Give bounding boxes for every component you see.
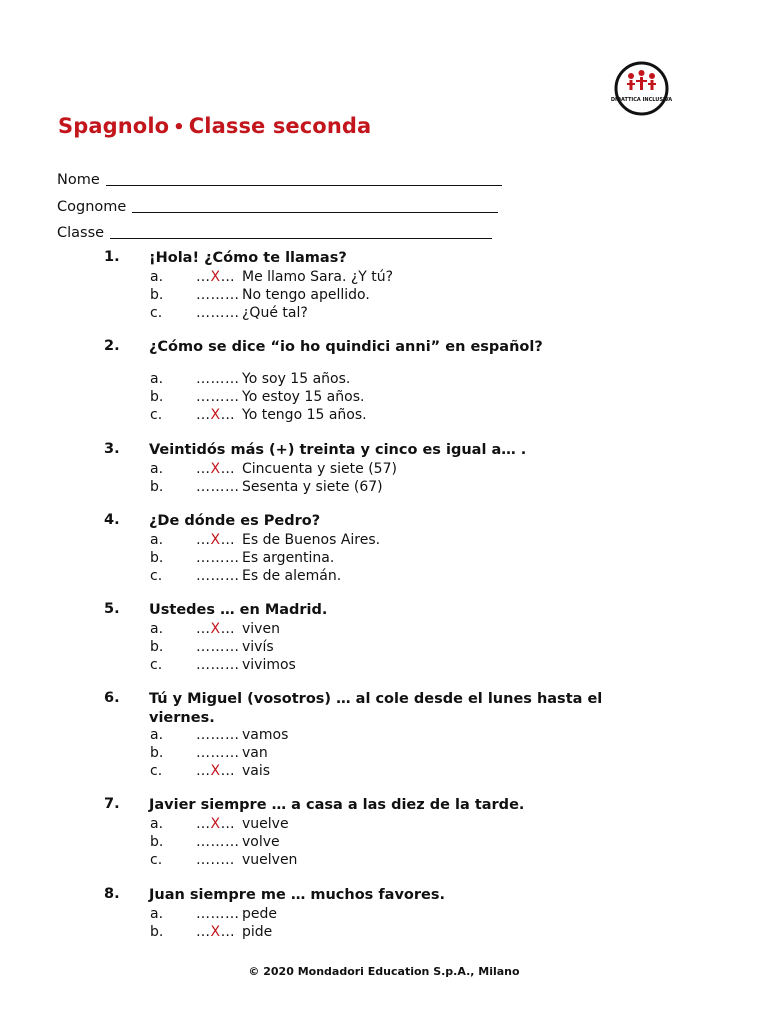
answer-blank[interactable]: ………	[196, 745, 240, 761]
answer-mark[interactable]: …X…	[196, 621, 236, 637]
option-c[interactable]	[0, 407, 768, 425]
cognome-line[interactable]	[132, 198, 498, 213]
option-a[interactable]	[0, 906, 768, 924]
option-letter: c.	[150, 852, 163, 868]
class-label: Classe seconda	[188, 114, 372, 138]
nome-label: Nome	[57, 172, 100, 188]
answer-blank[interactable]: ………	[196, 657, 240, 673]
option-letter: c.	[150, 763, 163, 779]
option-letter: c.	[150, 657, 163, 673]
option-text: Es argentina.	[242, 550, 335, 566]
answer-x-mark: X	[210, 532, 221, 548]
option-letter: c.	[150, 305, 163, 321]
answer-blank[interactable]: ………	[196, 371, 240, 387]
answer-blank[interactable]: ………	[196, 479, 240, 495]
question-text: Ustedes … en Madrid.	[149, 602, 328, 618]
subject-label: Spagnolo	[58, 114, 170, 138]
answer-mark[interactable]: …X…	[196, 816, 236, 832]
option-text: Yo soy 15 años.	[242, 371, 351, 387]
question-2	[0, 338, 768, 425]
option-letter: a.	[150, 532, 164, 548]
option-letter: a.	[150, 727, 164, 743]
option-a[interactable]	[0, 461, 768, 479]
copyright-footer: © 2020 Mondadori Education S.p.A., Milano	[248, 965, 520, 978]
question-4	[0, 512, 768, 586]
option-letter: c.	[150, 407, 163, 423]
option-a[interactable]	[0, 269, 768, 287]
answer-x-mark: X	[210, 269, 221, 285]
option-text: Sesenta y siete (67)	[242, 479, 383, 495]
option-text: viven	[242, 621, 280, 637]
option-c[interactable]	[0, 568, 768, 586]
answer-x-mark: X	[210, 407, 221, 423]
question-text: ¿Cómo se dice “io ho quindici anni” en español?	[149, 339, 543, 355]
answer-blank[interactable]: ………	[196, 727, 240, 743]
didattica-inclusiva-logo	[610, 61, 673, 116]
question-text: ¡Hola! ¿Cómo te llamas?	[149, 250, 347, 266]
answer-blank[interactable]: ………	[196, 305, 240, 321]
question-text: Veintidós más (+) treinta y cinco es igual a… .	[149, 442, 527, 458]
option-b[interactable]	[0, 389, 768, 407]
answer-mark[interactable]: …X…	[196, 924, 236, 940]
option-b[interactable]	[0, 745, 768, 763]
option-text: van	[242, 745, 268, 761]
option-text: vais	[242, 763, 271, 779]
option-letter: a.	[150, 461, 164, 477]
answer-mark[interactable]: …X…	[196, 269, 236, 285]
classe-label: Classe	[57, 225, 105, 241]
option-text: pede	[242, 906, 277, 922]
cognome-field[interactable]	[57, 196, 498, 215]
option-text: vuelven	[242, 852, 298, 868]
question-7	[0, 796, 768, 870]
option-text: Yo estoy 15 años.	[242, 389, 365, 405]
answer-x-mark: X	[210, 763, 221, 779]
option-text: vivimos	[242, 657, 296, 673]
question-5	[0, 601, 768, 675]
option-c[interactable]	[0, 305, 768, 323]
option-letter: a.	[150, 269, 164, 285]
title-separator: •	[173, 117, 185, 138]
question-text: Javier siempre … a casa a las diez de la tarde.	[149, 797, 525, 813]
option-text: pide	[242, 924, 273, 940]
question-1	[0, 249, 768, 323]
option-b[interactable]	[0, 639, 768, 657]
option-letter: b.	[150, 550, 164, 566]
option-a[interactable]	[0, 371, 768, 389]
answer-x-mark: X	[210, 621, 221, 637]
option-text: volve	[242, 834, 280, 850]
answer-blank[interactable]: …..…	[196, 852, 235, 868]
option-text: ¿Qué tal?	[242, 305, 308, 321]
answer-blank[interactable]: ………	[196, 389, 240, 405]
option-letter: b.	[150, 745, 164, 761]
question-6	[0, 690, 768, 781]
option-b[interactable]	[0, 834, 768, 852]
answer-blank[interactable]: ………	[196, 834, 240, 850]
question-number: 2.	[104, 338, 120, 354]
option-letter: b.	[150, 924, 164, 940]
option-b[interactable]	[0, 479, 768, 497]
question-number: 5.	[104, 601, 120, 617]
option-text: No tengo apellido.	[242, 287, 370, 303]
page-title	[58, 114, 371, 138]
option-letter: b.	[150, 479, 164, 495]
option-letter: c.	[150, 568, 163, 584]
option-text: vivís	[242, 639, 274, 655]
question-text: Juan siempre me … muchos favores.	[149, 887, 445, 903]
classe-line[interactable]	[110, 224, 492, 239]
question-8	[0, 886, 768, 942]
option-b[interactable]	[0, 550, 768, 568]
question-number: 8.	[104, 886, 120, 902]
option-letter: b.	[150, 389, 164, 405]
question-number: 3.	[104, 441, 120, 457]
option-c[interactable]	[0, 852, 768, 870]
answer-mark[interactable]: …X…	[196, 532, 236, 548]
option-c[interactable]	[0, 763, 768, 781]
answer-blank[interactable]: ………	[196, 550, 240, 566]
option-letter: b.	[150, 287, 164, 303]
answer-blank[interactable]: ………	[196, 906, 240, 922]
nome-field[interactable]	[57, 169, 502, 188]
option-text: Es de Buenos Aires.	[242, 532, 381, 548]
question-text: ¿De dónde es Pedro?	[149, 513, 321, 529]
option-a[interactable]	[0, 816, 768, 834]
option-text: Es de alemán.	[242, 568, 342, 584]
nome-line[interactable]	[106, 171, 502, 186]
question-number: 6.	[104, 690, 120, 706]
classe-field[interactable]	[57, 222, 492, 241]
option-letter: b.	[150, 834, 164, 850]
answer-mark[interactable]: …X…	[196, 461, 236, 477]
question-text: Tú y Miguel (vosotros) … al cole desde el lunes hasta el viernes.	[149, 691, 603, 726]
option-letter: a.	[150, 621, 164, 637]
answer-mark[interactable]: …X…	[196, 763, 236, 779]
option-letter: a.	[150, 371, 164, 387]
question-3	[0, 441, 768, 497]
question-number: 7.	[104, 796, 120, 812]
option-a[interactable]	[0, 621, 768, 639]
option-letter: a.	[150, 906, 164, 922]
option-text: vuelve	[242, 816, 289, 832]
option-text: vamos	[242, 727, 289, 743]
answer-mark[interactable]: …X…	[196, 407, 236, 423]
option-text: Yo tengo 15 años.	[242, 407, 367, 423]
question-number: 1.	[104, 249, 120, 265]
logo-text: DIDATTICA INCLUSIVA	[610, 97, 673, 103]
option-text: Cincuenta y siete (57)	[242, 461, 397, 477]
question-number: 4.	[104, 512, 120, 528]
answer-blank[interactable]: ………	[196, 639, 240, 655]
answer-x-mark: X	[210, 461, 221, 477]
option-letter: a.	[150, 816, 164, 832]
answer-blank[interactable]: ………	[196, 287, 240, 303]
answer-x-mark: X	[210, 924, 221, 940]
answer-blank[interactable]: ………	[196, 568, 240, 584]
option-b[interactable]	[0, 287, 768, 305]
option-c[interactable]	[0, 657, 768, 675]
cognome-label: Cognome	[57, 199, 127, 215]
option-a[interactable]	[0, 532, 768, 550]
answer-x-mark: X	[210, 816, 221, 832]
option-text: Me llamo Sara. ¿Y tú?	[242, 269, 394, 285]
option-b[interactable]	[0, 924, 768, 942]
option-letter: b.	[150, 639, 164, 655]
option-a[interactable]	[0, 727, 768, 745]
